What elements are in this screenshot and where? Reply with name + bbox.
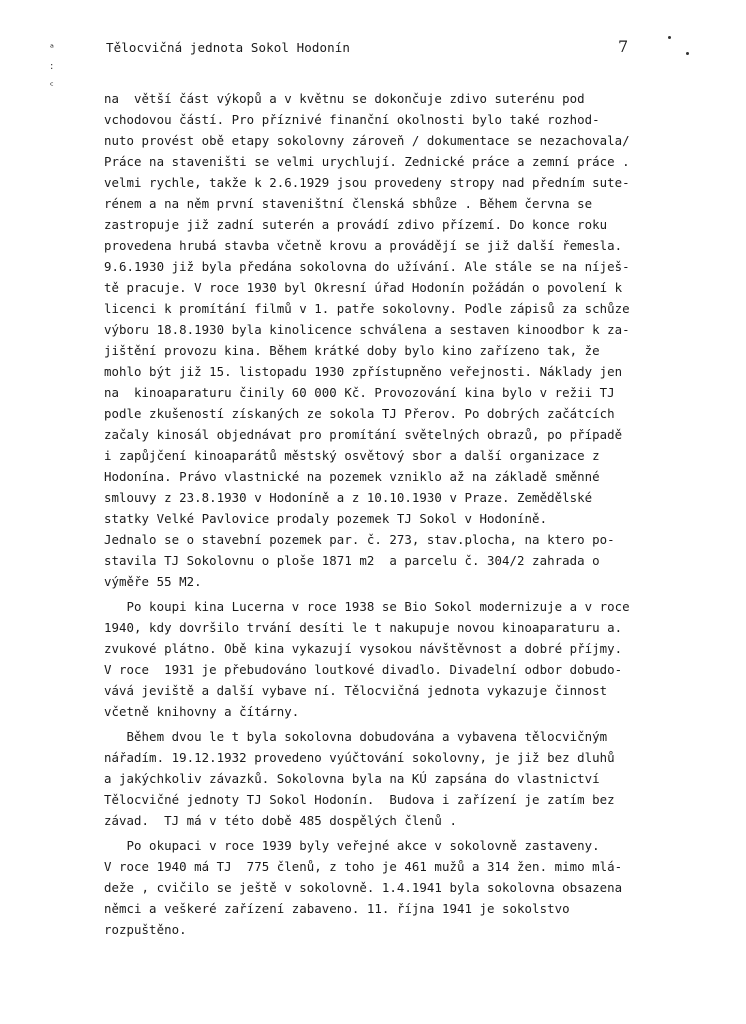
text-line: tě pracuje. V roce 1930 byl Okresní úřad Hodonín požádán o povolení k	[104, 280, 623, 295]
text-line: licenci k promítání filmů v 1. patře sokolovny. Podle zápisů za schůze	[104, 301, 630, 316]
text-line: statky Velké Pavlovice prodaly pozemek TJ Sokol v Hodoníně.	[104, 511, 548, 526]
text-line: výměře 55 M2.	[104, 574, 202, 589]
page-header-title: Tělocvičná jednota Sokol Hodonín	[106, 40, 351, 55]
text-line: zvukové plátno. Obě kina vykazují vysokou návštěvnost a dobré příjmy.	[104, 641, 623, 656]
text-line: Po koupi kina Lucerna v roce 1938 se Bio Sokol modernizuje a v roce	[104, 599, 630, 614]
text-line: závad. TJ má v této době 485 dospělých členů .	[104, 813, 457, 828]
text-line: Práce na staveništi se velmi urychlují. Zednické práce a zemní práce .	[104, 154, 630, 169]
text-line: němci a veškeré zařízení zabaveno. 11. října 1941 je sokolstvo	[104, 901, 570, 916]
margin-mark: ᵃ	[50, 43, 54, 54]
margin-mark: ᶜ	[50, 81, 54, 92]
text-line: a jakýchkoliv závazků. Sokolovna byla na KÚ zapsána do vlastnictví	[104, 771, 600, 786]
text-line: 1940, kdy dovršilo trvání desíti le t nakupuje novou kinoaparaturu a.	[104, 620, 623, 635]
text-line: mohlo být již 15. listopadu 1930 zpřístupněno veřejnosti. Náklady jen	[104, 364, 623, 379]
text-line: včetně knihovny a čítárny.	[104, 704, 300, 719]
text-line: vává jeviště a další vybave ní. Tělocvičná jednota vykazuje činnost	[104, 683, 608, 698]
text-line: provedena hrubá stavba včetně krovu a provádějí se již další řemesla.	[104, 238, 623, 253]
text-line: podle zkušeností získaných ze sokola TJ Přerov. Po dobrých začátcích	[104, 406, 615, 421]
text-line: deže , cvičilo se ještě v sokolovně. 1.4.1941 byla sokolovna obsazena	[104, 880, 623, 895]
text-line: na větší část výkopů a v květnu se dokončuje zdivo suterénu pod	[104, 91, 585, 106]
text-line: vchodovou částí. Pro příznivé finanční okolnosti bylo také rozhod-	[104, 112, 600, 127]
text-line: na kinoaparaturu činily 60 000 Kč. Provozování kina bylo v režii TJ	[104, 385, 615, 400]
text-line: rénem a na něm první staveništní členská sbhůze . Během června se	[104, 196, 593, 211]
text-line: začaly kinosál objednávat pro promítání světelných obrazů, po případě	[104, 427, 623, 442]
text-line: smlouvy z 23.8.1930 v Hodoníně a z 10.10.1930 v Praze. Zemědělské	[104, 490, 593, 505]
text-line: rozpuštěno.	[104, 922, 187, 937]
text-line: Tělocvičné jednoty TJ Sokol Hodonín. Budova i zařízení je zatím bez	[104, 792, 615, 807]
margin-mark: :	[50, 61, 54, 72]
text-line: 9.6.1930 již byla předána sokolovna do užívání. Ale stále se na níješ-	[104, 259, 630, 274]
page-number: 7	[618, 37, 629, 56]
text-line: nářadím. 19.12.1932 provedeno vyúčtování sokolovny, je již bez dluhů	[104, 750, 615, 765]
scan-speck	[668, 36, 671, 39]
text-line: zastropuje již zadní suterén a provádí zdivo přízemí. Do konce roku	[104, 217, 608, 232]
text-line: Během dvou le t byla sokolovna dobudována a vybavena tělocvičným	[104, 729, 608, 744]
text-line: velmi rychle, takže k 2.6.1929 jsou provedeny stropy nad předním sute-	[104, 175, 630, 190]
text-line: i zapůjčení kinoaparátů městský osvětový sbor a další organizace z	[104, 448, 600, 463]
text-line: jištění provozu kina. Během krátké doby bylo kino zařízeno tak, že	[104, 343, 600, 358]
scan-speck	[686, 52, 689, 55]
text-line: výboru 18.8.1930 byla kinolicence schválena a sestaven kinoodbor k za-	[104, 322, 630, 337]
text-line: Po okupaci v roce 1939 byly veřejné akce v sokolovně zastaveny.	[104, 838, 600, 853]
text-line: stavila TJ Sokolovnu o ploše 1871 m2 a parcelu č. 304/2 zahrada o	[104, 553, 600, 568]
text-line: V roce 1931 je přebudováno loutkové divadlo. Divadelní odbor dobudo-	[104, 662, 623, 677]
text-line: Jednalo se o stavební pozemek par. č. 273, stav.plocha, na ktero po-	[104, 532, 615, 547]
text-line: Hodonína. Právo vlastnické na pozemek vzniklo až na základě směnné	[104, 469, 600, 484]
text-line: V roce 1940 má TJ 775 členů, z toho je 461 mužů a 314 žen. mimo mlá-	[104, 859, 623, 874]
text-line: nuto provést obě etapy sokolovny zároveň / dokumentace se nezachovala/	[104, 133, 630, 148]
